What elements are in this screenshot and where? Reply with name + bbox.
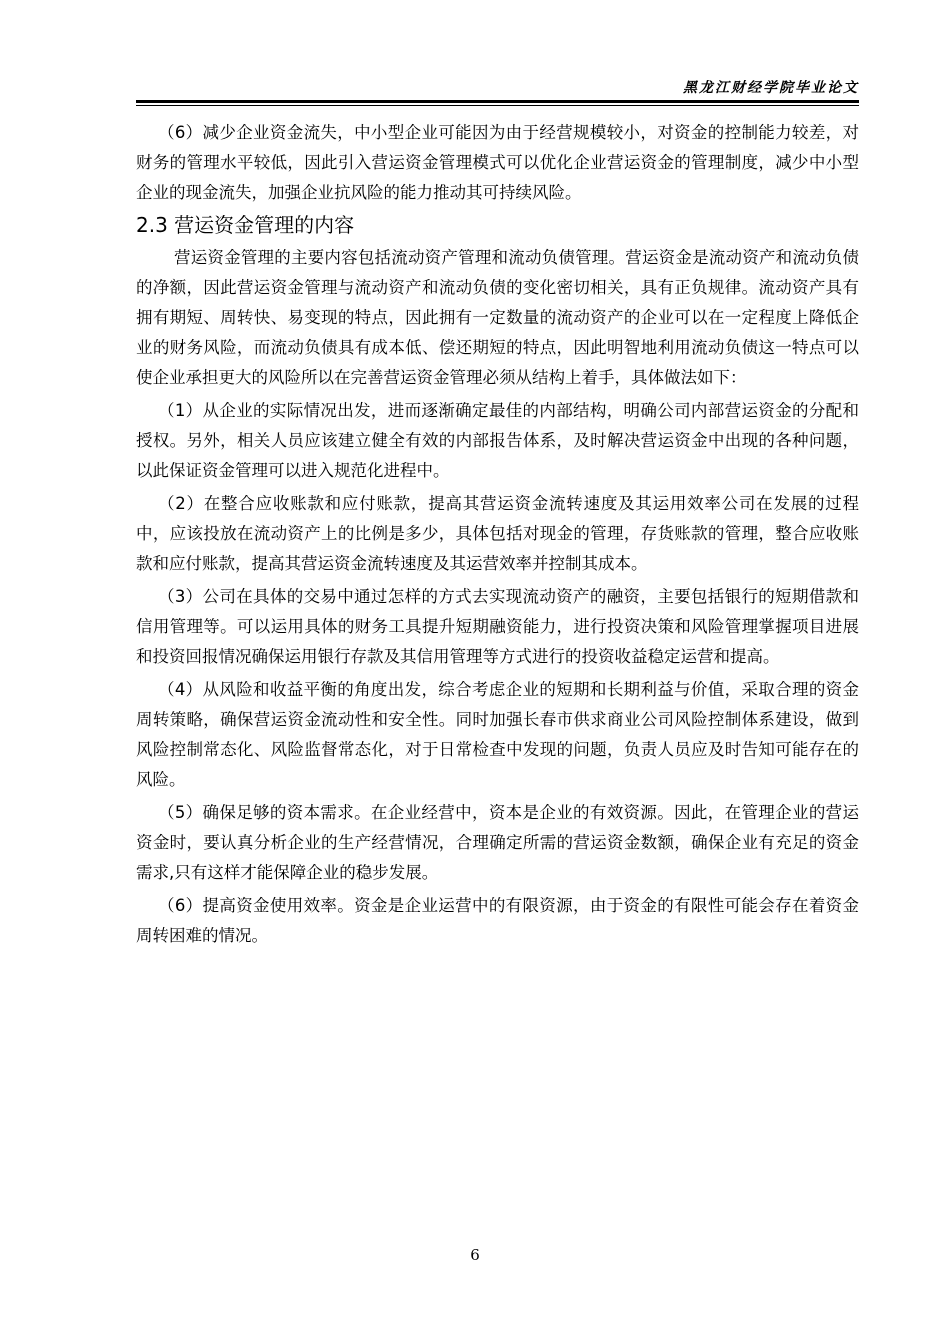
page-number: 6 <box>470 1246 480 1264</box>
paragraph-item-6: （6）提高资金使用效率。资金是企业运营中的有限资源，由于资金的有限性可能会存在着资金周转困难的情况。 <box>136 896 859 945</box>
section-heading: 2.3 营运资金管理的内容 <box>136 213 355 237</box>
paragraph-item-5: （5）确保足够的资本需求。在企业经营中，资本是企业的有效资源。因此，在管理企业的营运资金时，要认真分析企业的生产经营情况，合理确定所需的营运资金数额，确保企业有充足的资金需求,只有这样才能保障企业的稳步发展。 <box>136 803 859 882</box>
paragraph-intro: 营运资金管理的主要内容包括流动资产管理和流动负债管理。营运资金是流动资产和流动负债的净额，因此营运资金管理与流动资产和流动负债的变化密切相关，具有正负规律。流动资产具有拥有期短、周转快、易变现的特点，因此拥有一定数量的流动资产的企业可以在一定程度上降低企业的财务风险，而流动负债具有成本低、偿还期短的特点，因此明智地利用流动负债这一特点可以使企业承担更大的风险所以在完善营运资金管理必须从结构上着手，具体做法如下： <box>136 248 859 387</box>
header-title: 黑龙江财经学院毕业论文 <box>683 80 859 96</box>
header-rule-thin <box>136 105 859 106</box>
paragraph-item-2: （2）在整合应收账款和应付账款，提高其营运资金流转速度及其运用效率公司在发展的过程中，应该投放在流动资产上的比例是多少，具体包括对现金的管理，存货账款的管理，整合应收账款和应付账款，提高其营运资金流转速度及其运营效率并控制其成本。 <box>136 494 859 573</box>
page-header <box>136 78 859 106</box>
paragraph-item-4: （4）从风险和收益平衡的角度出发，综合考虑企业的短期和长期利益与价值，采取合理的资金周转策略，确保营运资金流动性和安全性。同时加强长春市供求商业公司风险控制体系建设，做到风险控制常态化、风险监督常态化，对于日常检查中发现的问题，负责人员应及时告知可能存在的风险。 <box>136 680 859 789</box>
paragraph-item-1: （1）从企业的实际情况出发，进而逐渐确定最佳的内部结构，明确公司内部营运资金的分配和授权。另外，相关人员应该建立健全有效的内部报告体系，及时解决营运资金中出现的各种问题，以此保证资金管理可以进入规范化进程中。 <box>136 401 859 480</box>
header-rule-thick <box>136 100 859 103</box>
page-content <box>136 118 859 954</box>
paragraph-item-6-previous: （6）减少企业资金流失，中小型企业可能因为由于经营规模较小，对资金的控制能力较差，对财务的管理水平较低，因此引入营运资金管理模式可以优化企业营运资金的管理制度，减少中小型企业的现金流失，加强企业抗风险的能力推动其可持续风险。 <box>136 123 859 202</box>
paragraph-item-3: （3）公司在具体的交易中通过怎样的方式去实现流动资产的融资，主要包括银行的短期借款和信用管理等。可以运用具体的财务工具提升短期融资能力，进行投资决策和风险管理掌握项目进展和投资回报情况确保运用银行存款及其信用管理等方式进行的投资收益稳定运营和提高。 <box>136 587 859 666</box>
